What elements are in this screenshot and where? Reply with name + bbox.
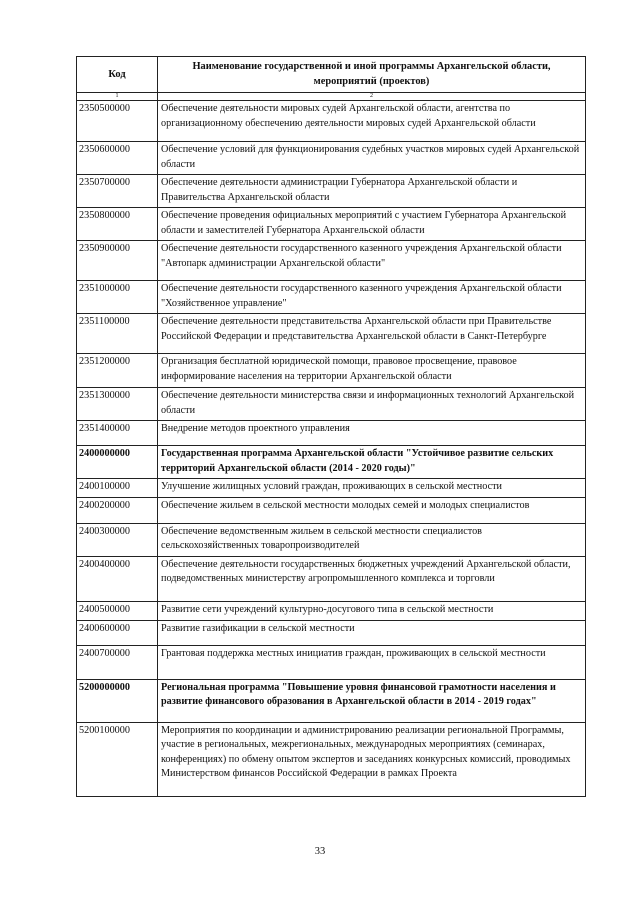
table-row (77, 354, 586, 388)
row-name: Обеспечение проведения официальных мероприятий с участием Губернатора Архангельской области и заместителей Губернатора Архангельской области (158, 208, 586, 241)
row-code: 2350500000 (77, 101, 158, 142)
table-row (77, 101, 586, 142)
row-code: 2350700000 (77, 175, 158, 208)
row-name: Развитие сети учреждений культурно-досугового типа в сельской местности (158, 601, 586, 620)
column-number: 1 (77, 93, 158, 101)
table-row (77, 281, 586, 314)
table-row (77, 679, 586, 722)
column-number: 2 (158, 93, 586, 101)
row-code: 2400100000 (77, 479, 158, 498)
row-name: Обеспечение деятельности государственных бюджетных учреждений Архангельской области, подведомственных министерству агропромышленного комплекса и торговли (158, 556, 586, 601)
row-code: 2351000000 (77, 281, 158, 314)
row-name: Мероприятия по координации и администрированию реализации региональной Программы, участие в региональных, межрегиональных, международных мероприятиях (семинарах, конференциях) по обмену опытом экспертов и заседаниях конкурсных комиссий, проводимых Министерством финансов Российской Федерации в рамках Проекта (158, 722, 586, 796)
row-name: Внедрение методов проектного управления (158, 421, 586, 446)
table-row (77, 556, 586, 601)
table-row (77, 722, 586, 796)
table-row (77, 314, 586, 354)
table-row (77, 142, 586, 175)
row-name: Грантовая поддержка местных инициатив граждан, проживающих в сельской местности (158, 645, 586, 679)
table-row (77, 479, 586, 498)
row-code: 2400400000 (77, 556, 158, 601)
row-name: Обеспечение деятельности администрации Губернатора Архангельской области и Правительства Архангельской области (158, 175, 586, 208)
row-code: 2400000000 (77, 446, 158, 479)
row-name: Обеспечение деятельности представительства Архангельской области при Правительстве Российской Федерации и представительства Архангельской области в Санкт-Петербурге (158, 314, 586, 354)
row-name: Развитие газификации в сельской местности (158, 620, 586, 645)
row-code: 2351400000 (77, 421, 158, 446)
header-code: Код (77, 57, 158, 93)
table-row (77, 421, 586, 446)
program-table (76, 56, 586, 797)
row-name: Обеспечение условий для функционирования судебных участков мировых судей Архангельской области (158, 142, 586, 175)
row-name: Улучшение жилищных условий граждан, проживающих в сельской местности (158, 479, 586, 498)
table-row (77, 241, 586, 281)
row-name: Обеспечение деятельности государственного казенного учреждения Архангельской области "Хозяйственное управление" (158, 281, 586, 314)
row-code: 5200100000 (77, 722, 158, 796)
table-row (77, 446, 586, 479)
row-code: 2351300000 (77, 388, 158, 421)
row-code: 2400300000 (77, 523, 158, 556)
row-name: Региональная программа "Повышение уровня финансовой грамотности населения и развитие финансового образования в Архангельской области в 2014 - 2019 годах" (158, 679, 586, 722)
table-row (77, 601, 586, 620)
row-name: Обеспечение ведомственным жильем в сельской местности специалистов сельскохозяйственных товаропроизводителей (158, 523, 586, 556)
table-row (77, 388, 586, 421)
row-name: Организация бесплатной юридической помощи, правовое просвещение, правовое информирование населения на территории Архангельской области (158, 354, 586, 388)
row-code: 2351100000 (77, 314, 158, 354)
row-code: 2350800000 (77, 208, 158, 241)
table-row (77, 645, 586, 679)
row-name: Обеспечение деятельности министерства связи и информационных технологий Архангельской области (158, 388, 586, 421)
row-name: Обеспечение деятельности мировых судей Архангельской области, агентства по организационному обеспечению деятельности мировых судей Архангельской области (158, 101, 586, 142)
table-row (77, 208, 586, 241)
row-code: 5200000000 (77, 679, 158, 722)
row-code: 2351200000 (77, 354, 158, 388)
header-name: Наименование государственной и иной программы Архангельской области, мероприятий (проектов) (158, 57, 586, 93)
row-name: Обеспечение деятельности государственного казенного учреждения Архангельской области "Автопарк администрации Архангельской области" (158, 241, 586, 281)
row-code: 2350900000 (77, 241, 158, 281)
row-code: 2400600000 (77, 620, 158, 645)
row-code: 2350600000 (77, 142, 158, 175)
table-row (77, 523, 586, 556)
row-code: 2400500000 (77, 601, 158, 620)
row-name: Государственная программа Архангельской области "Устойчивое развитие сельских территорий Архангельской области (2014 - 2020 годы)" (158, 446, 586, 479)
page-number: 33 (314, 846, 326, 857)
table-row (77, 620, 586, 645)
row-code: 2400200000 (77, 497, 158, 523)
row-code: 2400700000 (77, 645, 158, 679)
table-row (77, 175, 586, 208)
table-row (77, 497, 586, 523)
row-name: Обеспечение жильем в сельской местности молодых семей и молодых специалистов (158, 497, 586, 523)
